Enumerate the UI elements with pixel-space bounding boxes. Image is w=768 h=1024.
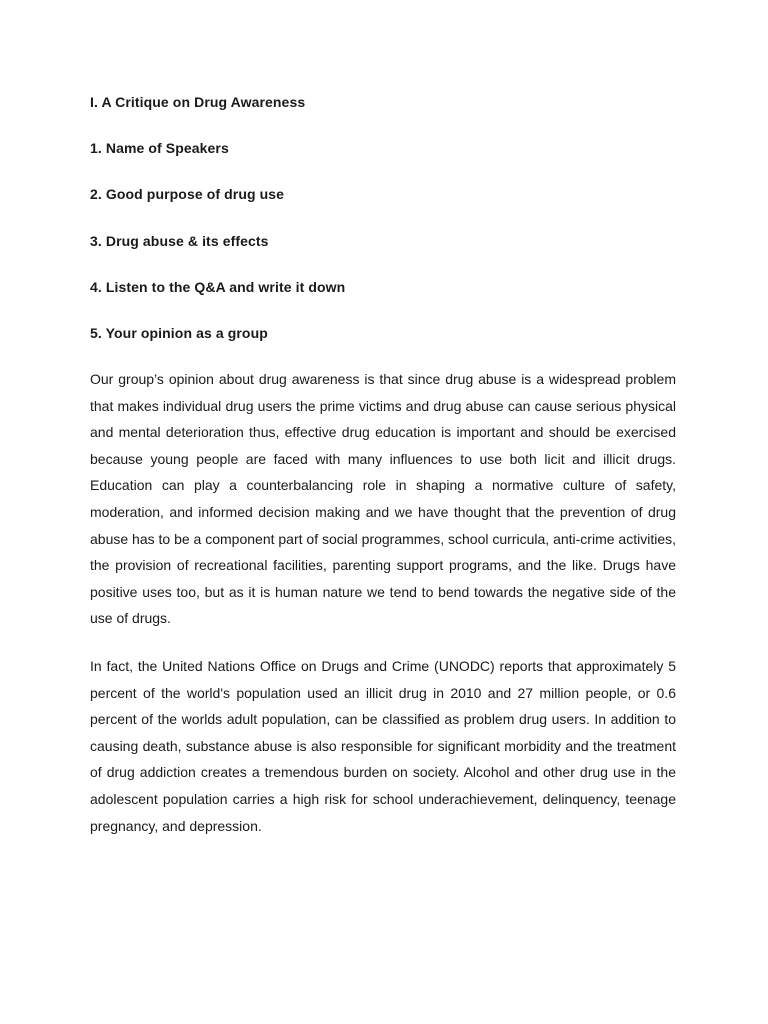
section-heading-speakers: 1. Name of Speakers bbox=[90, 140, 229, 156]
document-title: I. A Critique on Drug Awareness bbox=[90, 94, 306, 110]
section-heading-purpose: 2. Good purpose of drug use bbox=[90, 186, 285, 202]
section-heading-qa: 4. Listen to the Q&A and write it down bbox=[90, 279, 346, 295]
statistics-paragraph: In fact, the United Nations Office on Drugs and Crime (UNODC) reports that approximately 5 percent of the world's population used an illicit drug in 2010 and 27 million people, or 0.6 percent of the worlds adult population, can be classified as problem drug users. In addition to causing death, substance abuse is also responsible for significant morbidity and the treatment of drug addiction creates a tremendous burden on society. Alcohol and other drug use in the adolescent population carries a high risk for school underachievement, delinquency, teenage pregnancy, and depression. bbox=[90, 658, 676, 834]
section-heading-abuse-effects: 3. Drug abuse & its effects bbox=[90, 233, 269, 249]
section-heading-opinion: 5. Your opinion as a group bbox=[90, 325, 268, 341]
opinion-paragraph: Our group’s opinion about drug awareness is that since drug abuse is a widespread problem that makes individual drug users the prime victims and drug abuse can cause serious physical and mental deterioration thus, effective drug education is important and should be exercised because young people are faced with many influences to use both licit and illicit drugs. Education can play a counterbalancing role in shaping a normative culture of safety, moderation, and informed decision making and we have thought that the prevention of drug abuse has to be a component part of social programmes, school curricula, anti-crime activities, the provision of recreational facilities, parenting support programs, and the like. Drugs have positive uses too, but as it is human nature we tend to bend towards the negative side of the use of drugs. bbox=[90, 371, 676, 627]
